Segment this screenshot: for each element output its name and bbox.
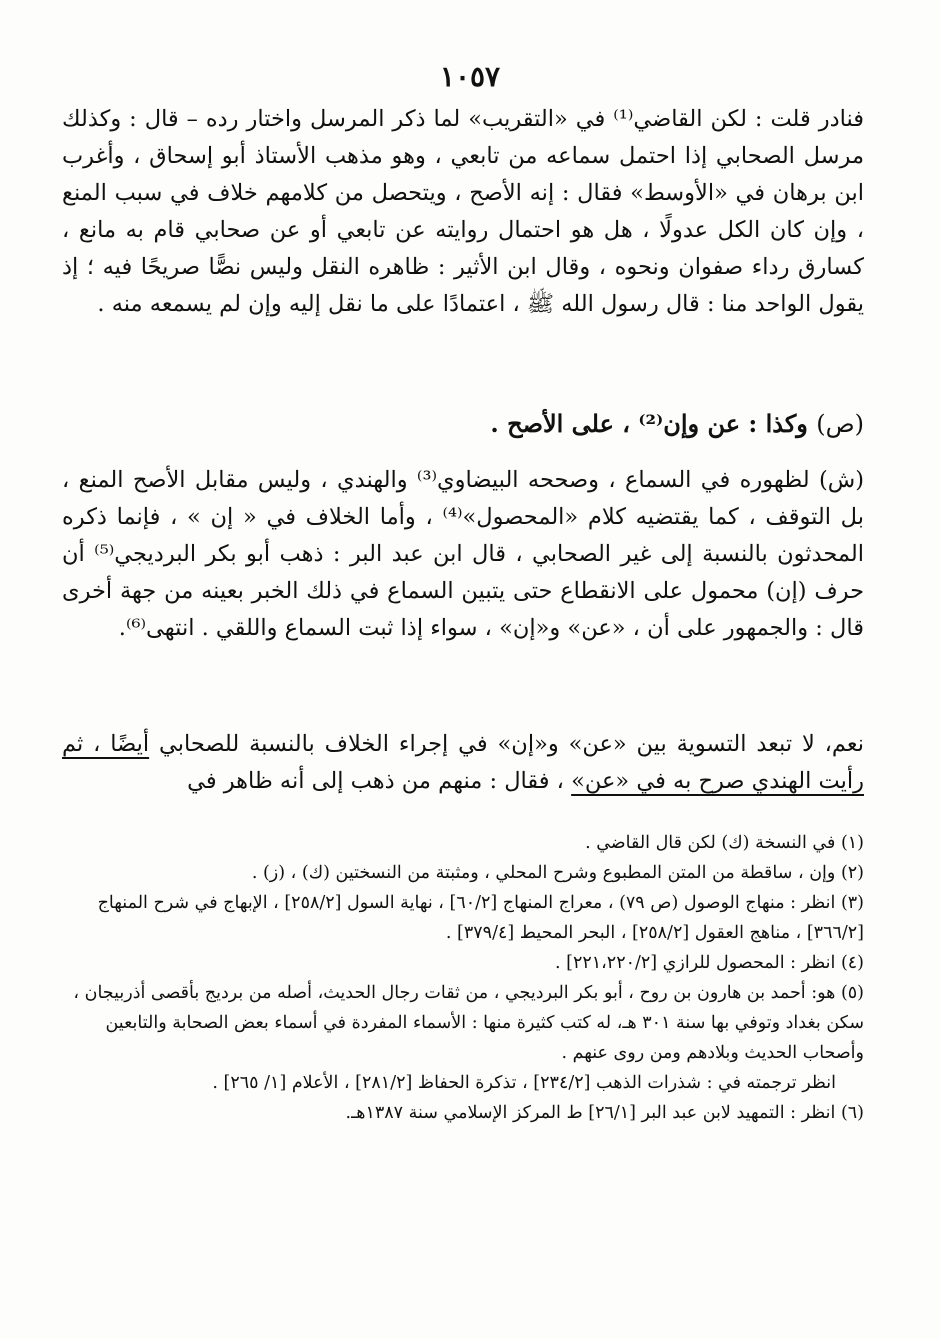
heading-prefix: (ص): [816, 410, 864, 438]
footnote-number: (٣): [840, 893, 864, 913]
paragraph-4-text: نعم، لا تبعد التسوية بين «عن» و«إن» في إجراء الخلاف بالنسبة للصحابي: [159, 731, 865, 757]
footnote-number: (٥): [840, 983, 864, 1003]
footnote-number: (١): [840, 833, 864, 853]
paragraph-4: [62, 726, 864, 800]
footnote-text: في النسخة (ك) لكن قال القاضي .: [585, 833, 836, 853]
paragraph-3: (ش) لظهوره في السماع ، وصححه البيضاوي⁽³⁾ والهندي ، وليس مقابل الأصح المنع ، بل التوقف ، كما يقتضيه كلام «المحصول»⁽⁴⁾ ، وأما الخلاف في « إن » ، فإنما ذكره المحدثون بالنسبة إلى غير الصحابي ، قال ابن عبد البر : ذهب أبو بكر البرديجي⁽⁵⁾ أن حرف (إن) محمول على الانقطاع حتى يتبين السماع في ذلك الخبر بعينه من جهة أخرى قال : والجمهور على أن ، «عن» و«إن» ، سواء إذا ثبت السماع واللقي . انتهى⁽⁶⁾.: [62, 467, 864, 641]
footnote-text: وإن ، ساقطة من المتن المطبوع وشرح المحلي ، ومثبتة من النسختين (ك) ، (ز) .: [251, 863, 836, 883]
footnote-6: [62, 1098, 864, 1128]
footnote-number: (٦): [840, 1103, 864, 1123]
footnote-number: (٤): [840, 953, 864, 973]
footnote-3: [62, 888, 864, 948]
footnote-text: انظر : منهاج الوصول (ص ٧٩) ، معراج المنهاج [٦٠/٢] ، نهاية السول [٢٥٨/٢] ، الإبهاج في شرح المنهاج [٣٦٦/٢] ، مناهج العقول [٢٥٨/٢] ، البحر المحيط [٣٧٩/٤] .: [97, 893, 864, 943]
footnotes: [62, 828, 864, 1128]
footnote-5: [62, 978, 864, 1098]
paragraph-4-rest: ، فقال : منهم من ذهب إلى أنه ظاهر في: [187, 768, 564, 794]
footnote-1: [62, 828, 864, 858]
footnote-text: انظر : التمهيد لابن عبد البر [٢٦/١] ط المركز الإسلامي سنة ١٣٨٧هـ.: [345, 1103, 836, 1123]
paragraph-1: فنادر قلت : لكن القاضي⁽¹⁾ في «التقريب» لما ذكر المرسل واختار رده – قال : وكذلك مرسل الصحابي إذا احتمل سماعه من تابعي ، وهو مذهب الأستاذ أبو إسحاق ، وأغرب ابن برهان في «الأوسط» فقال : إنه الأصح ، ويتحصل من كلامهم خلاف في سبب المنع ، وإن كان الكل عدولًا ، هل هو احتمال روايته عن تابعي أو عن صحابي قام به مانع ، كسارق رداء صفوان ونحوه ، وقال ابن الأثير : ظاهره النقل وليس نصًّا صريحًا فيه ؛ إذ يقول الواحد منا : قال رسول الله ﷺ ، اعتمادًا على ما نقل إليه وإن لم يسمعه منه .: [62, 106, 864, 317]
paragraph-4-underlined: أيضًا ، ثم رأيت الهندي صرح به في «عن»: [62, 731, 864, 794]
footnote-4: [62, 948, 864, 978]
footnote-number: (٢): [840, 863, 864, 883]
page-number: ١٠٥٧: [439, 60, 501, 93]
matn-heading: [62, 405, 864, 443]
footnote-2: [62, 858, 864, 888]
heading-text: وكذا : عن وإن⁽²⁾ ، على الأصح .: [490, 409, 808, 438]
footnote-text: انظر : المحصول للرازي [٢٢١،٢٢٠/٢] .: [555, 953, 836, 973]
footnote-text: هو: أحمد بن هارون بن روح ، أبو بكر البرديجي ، من ثقات رجال الحديث، أصله من برديج بأقصى أذربيجان ، سكن بغداد وتوفي بها سنة ٣٠١ هـ، له كتب كثيرة منها : الأسماء المفردة في أسماء بعض الصحابة والتابعين وأصحاب الحديث وبلادهم ومن روى عنهم .: [73, 983, 864, 1063]
footnote-continuation: انظر ترجمته في : شذرات الذهب [٢٣٤/٢] ، تذكرة الحفاظ [٢٨١/٢] ، الأعلام [١/ ٢٦٥] .: [212, 1073, 836, 1093]
